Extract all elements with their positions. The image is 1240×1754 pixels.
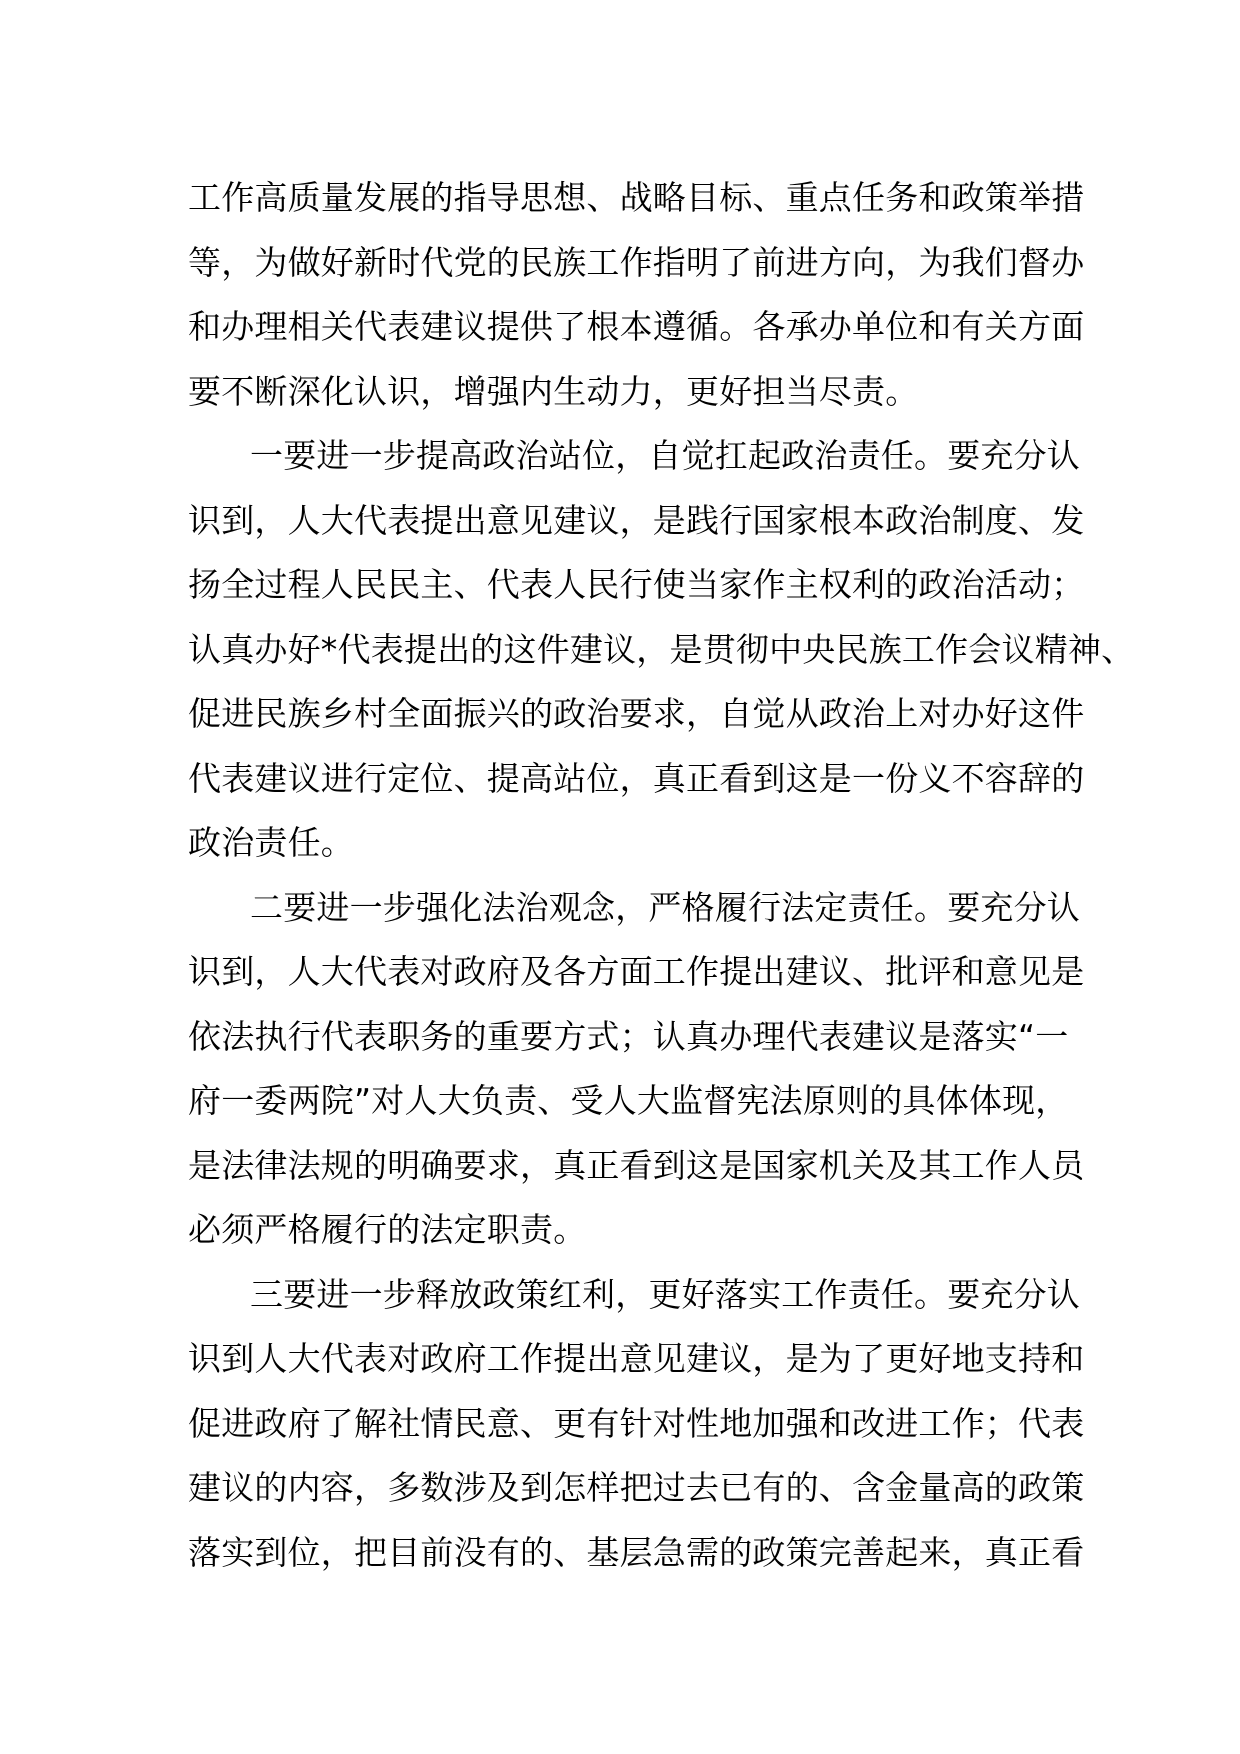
body-text [188, 166, 1148, 1585]
text-line: 政治责任。 [188, 823, 354, 862]
paragraph-first-line: 一要进一步提高政治站位，自觉扛起政治责任。要充分认 [250, 436, 1080, 475]
text-line: 工作高质量发展的指导思想、战略目标、重点任务和政策举措 [188, 178, 1085, 217]
text-line: 识到人大代表对政府工作提出意见建议，是为了更好地支持和 [188, 1339, 1085, 1378]
text-line: 建议的内容，多数涉及到怎样把过去已有的、含金量高的政策 [188, 1468, 1085, 1507]
text-line: 必须严格履行的法定职责。 [188, 1210, 587, 1249]
text-line: 识到，人大代表提出意见建议，是践行国家根本政治制度、发 [188, 500, 1085, 540]
text-line: 落实到位，把目前没有的、基层急需的政策完善起来，真正看 [188, 1532, 1085, 1572]
text-line: 等，为做好新时代党的民族工作指明了前进方向，为我们督办 [188, 242, 1085, 282]
text-line: 府一委两院”对人大负责、受人大监督宪法原则的具体体现， [188, 1081, 1069, 1120]
paragraph-first-line: 二要进一步强化法治观念，严格履行法定责任。要充分认 [250, 887, 1080, 927]
text-line: 促进政府了解社情民意、更有针对性地加强和改进工作；代表 [188, 1403, 1085, 1443]
text-line: 代表建议进行定位、提高站位，真正看到这是一份义不容辞的 [188, 758, 1085, 798]
text-line: 是法律法规的明确要求，真正看到这是国家机关及其工作人员 [188, 1145, 1085, 1185]
text-line: 扬全过程人民民主、代表人民行使当家作主权利的政治活动； [188, 565, 1085, 604]
text-line: 识到，人大代表对政府及各方面工作提出建议、批评和意见是 [188, 952, 1085, 991]
text-line: 促进民族乡村全面振兴的政治要求，自觉从政治上对办好这件 [188, 694, 1085, 733]
text-line: 和办理相关代表建议提供了根本遵循。各承办单位和有关方面 [188, 307, 1085, 346]
text-line: 认真办好*代表提出的这件建议，是贯彻中央民族工作会议精神、 [188, 629, 1135, 669]
paragraph-first-line: 三要进一步释放政策红利，更好落实工作责任。要充分认 [250, 1274, 1080, 1314]
text-line: 依法执行代表职务的重要方式；认真办理代表建议是落实“一 [188, 1016, 1069, 1056]
text-line: 要不断深化认识，增强内生动力，更好担当尽责。 [188, 371, 919, 411]
